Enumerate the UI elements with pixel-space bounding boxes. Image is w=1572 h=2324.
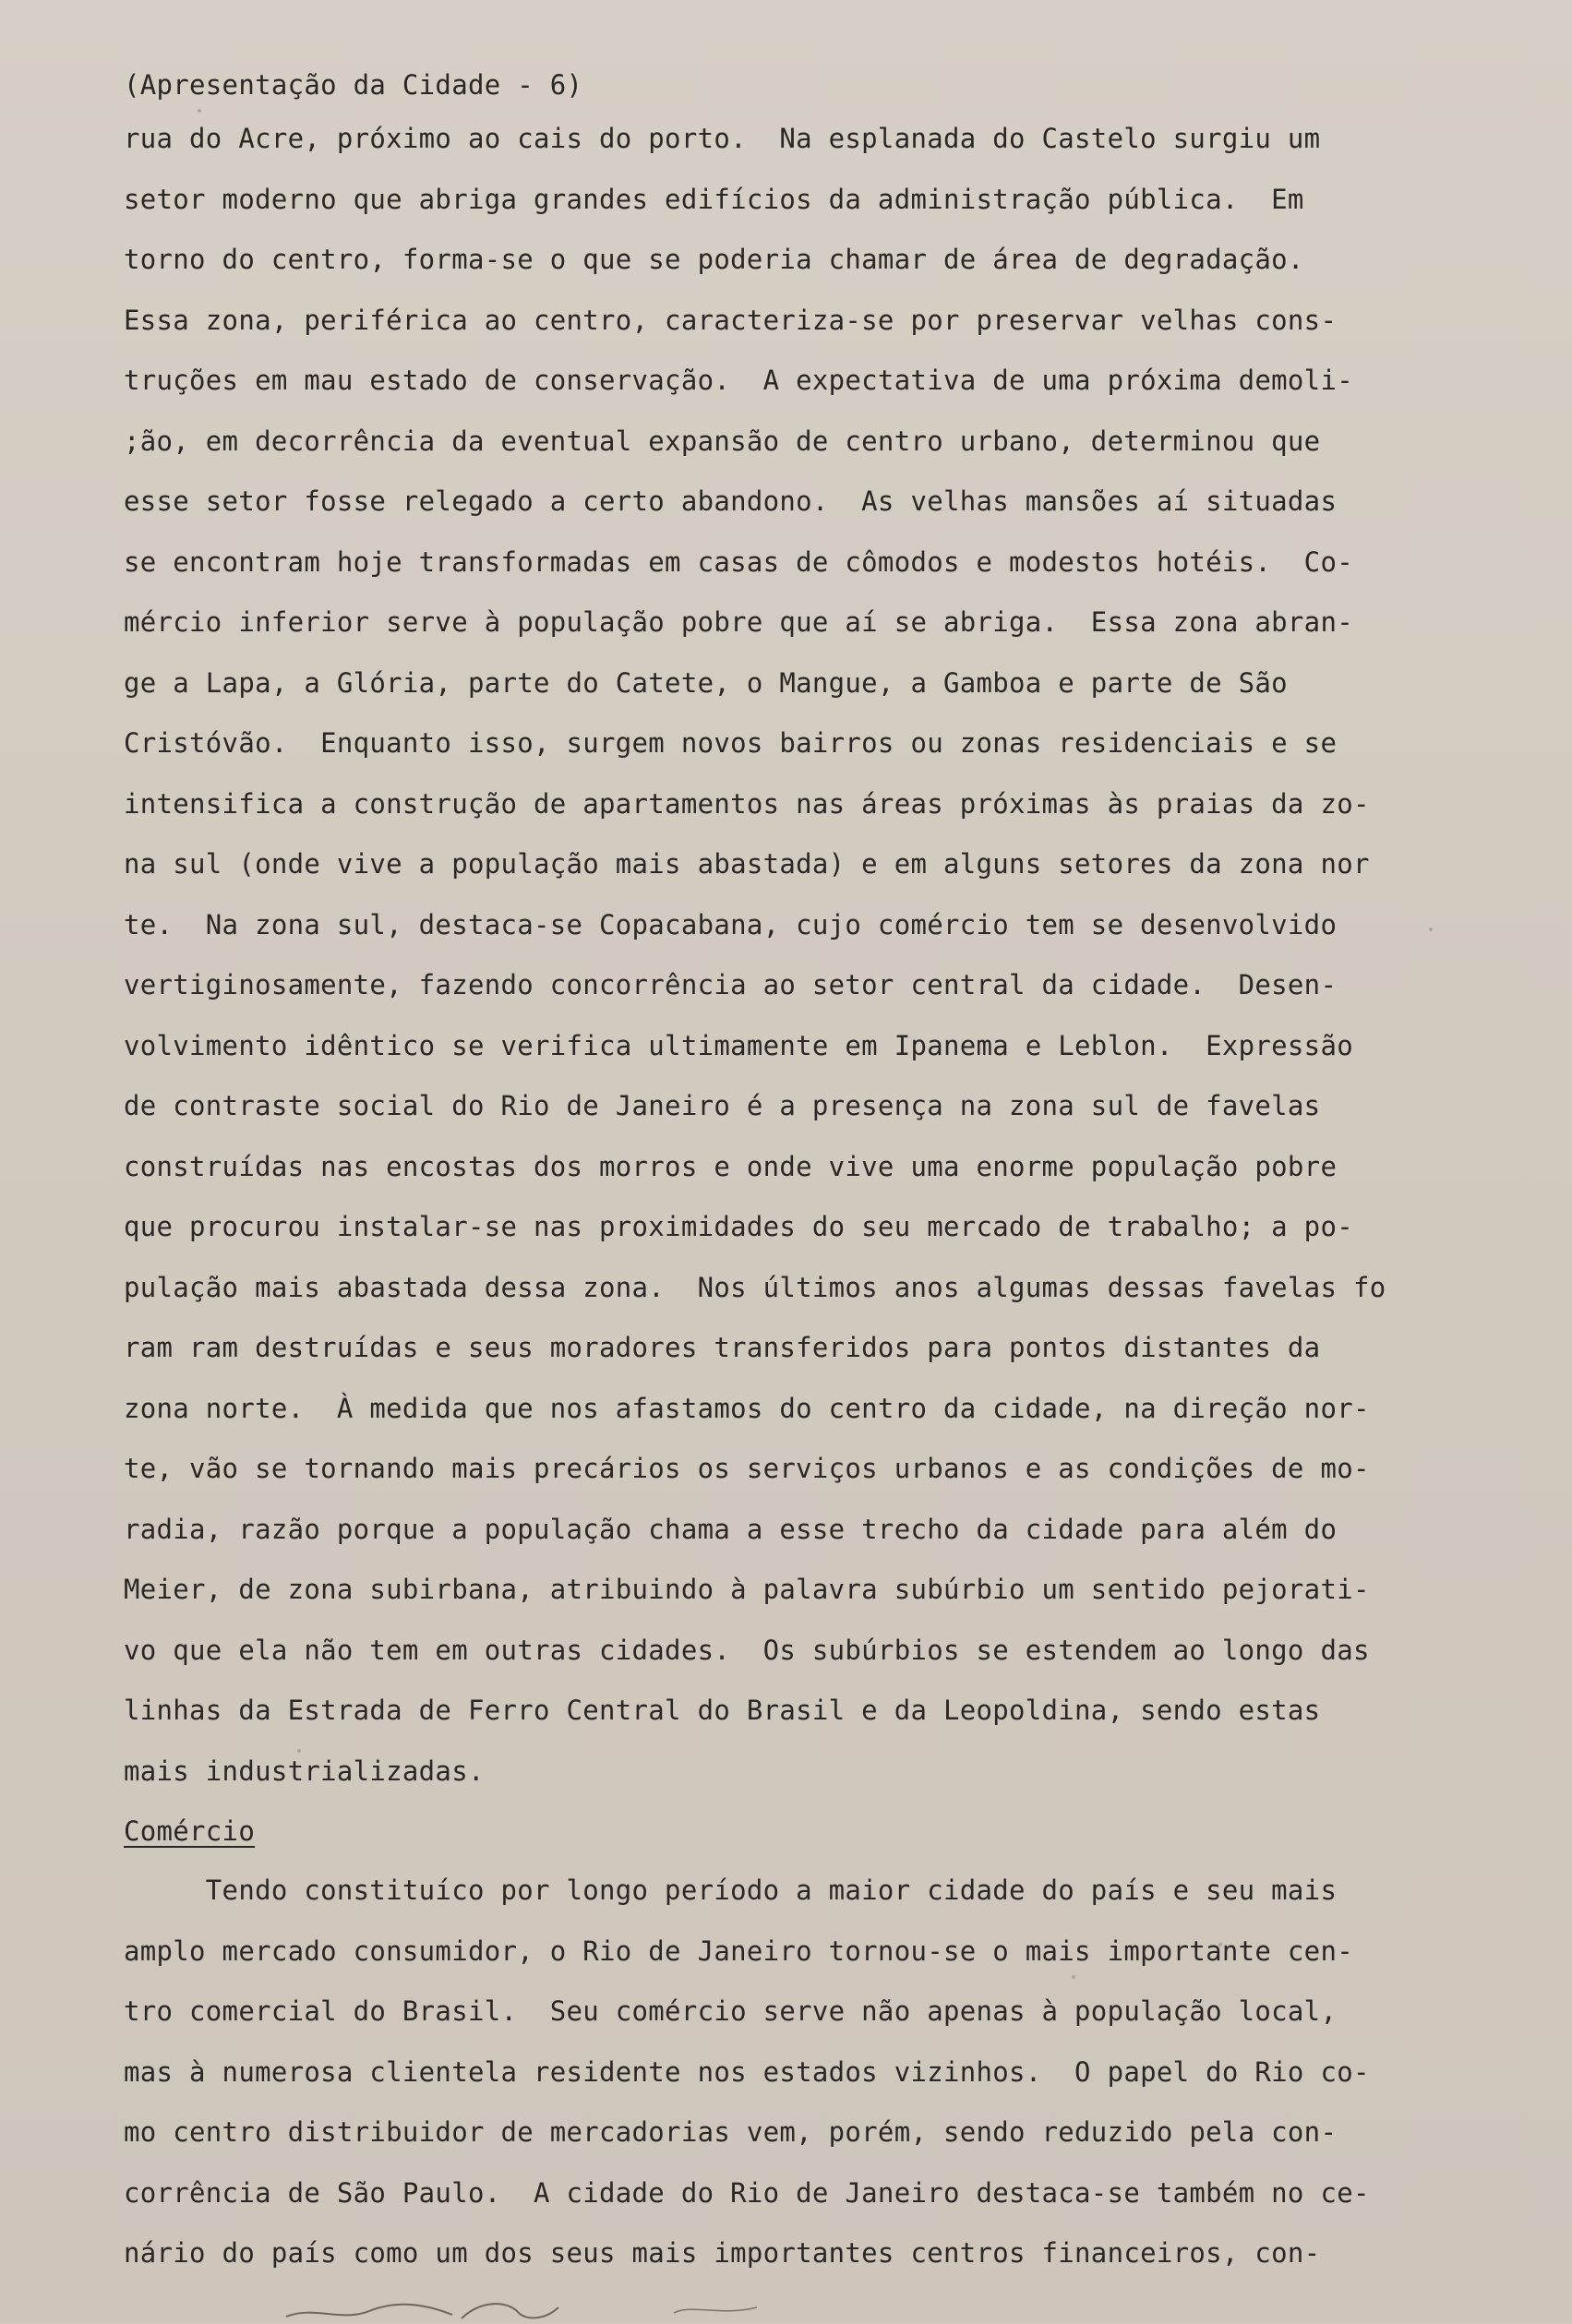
text-line: mércio inferior serve à população pobre que aí se abriga. Essa zona abran- — [124, 606, 1353, 638]
text-line: linhas da Estrada de Ferro Central do Brasil e da Leopoldina, sendo estas — [124, 1695, 1321, 1726]
text-line: Tendo constituíco por longo período a maior cidade do país e seu mais — [124, 1875, 1338, 1906]
text-line: radia, razão porque a população chama a esse trecho da cidade para além do — [124, 1513, 1338, 1545]
text-line: intensifica a construção de apartamentos nas áreas próximas às praias da zo- — [124, 787, 1370, 820]
text-line: Meier, de zona subirbana, atribuindo à palavra subúrbio um sentido pejorati- — [124, 1574, 1370, 1605]
document-body — [124, 61, 1527, 2284]
text-line: torno do centro, forma-se o que se poderia chamar de área de degradação. — [124, 244, 1304, 275]
text-line: volvimento idêntico se verifica ultimamente em Ipanema e Leblon. Expressão — [124, 1029, 1353, 1061]
text-line: ram ram destruídas e seus moradores transferidos para pontos distantes da — [124, 1332, 1321, 1363]
text-line: tro comercial do Brasil. Seu comércio serve não apenas à população local, — [124, 1995, 1338, 2027]
page-header: (Apresentação da Cidade - 6) — [124, 69, 583, 101]
section-title: Comércio — [124, 1815, 256, 1847]
text-line: se encontram hoje transformadas em casas de cômodos e modestos hotéis. Co- — [124, 545, 1353, 578]
text-line: Essa zona, periférica ao centro, caracteriza-se por preservar velhas cons- — [124, 304, 1338, 336]
handwritten-mark — [277, 2296, 831, 2324]
text-line: de contraste social do Rio de Janeiro é a presença na zona sul de favelas — [124, 1090, 1321, 1121]
text-line: setor moderno que abriga grandes edifícios da administração pública. Em — [124, 183, 1304, 215]
text-line: vertiginosamente, fazendo concorrência ao setor central da cidade. Desen- — [124, 969, 1338, 1000]
text-line: pulação mais abastada dessa zona. Nos últimos anos algumas dessas favelas fo — [124, 1271, 1386, 1303]
text-line: te, vão se tornando mais precários os serviços urbanos e as condições de mo- — [124, 1453, 1370, 1484]
text-line: vo que ela não tem em outras cidades. Os subúrbios se estendem ao longo das — [124, 1634, 1370, 1666]
text-line: construídas nas encostas dos morros e onde vive uma enorme população pobre — [124, 1150, 1338, 1182]
text-line: amplo mercado consumidor, o Rio de Janeiro tornou-se o mais importante cen- — [124, 1935, 1353, 1967]
text-line: ge a Lapa, a Glória, parte do Catete, o Mangue, a Gamboa e parte de São — [124, 666, 1288, 699]
text-line: rua do Acre, próximo ao cais do porto. Na esplanada do Castelo surgiu um — [124, 123, 1321, 154]
text-line: nário do país como um dos seus mais importantes centros financeiros, con- — [124, 2237, 1321, 2269]
paragraph-main-text — [124, 109, 1527, 1802]
paragraph-commerce-text — [124, 1861, 1527, 2284]
text-line: corrência de São Paulo. A cidade do Rio de Janeiro destaca-se também no ce- — [124, 2176, 1370, 2209]
text-line: te. Na zona sul, destaca-se Copacabana, cujo comércio tem se desenvolvido — [124, 908, 1338, 940]
text-line: mo centro distribuidor de mercadorias vem, porém, sendo reduzido pela con- — [124, 2116, 1338, 2148]
text-line: Cristóvão. Enquanto isso, surgem novos bairros ou zonas residenciais e se — [124, 727, 1338, 759]
text-line: na sul (onde vive a população mais abastada) e em alguns setores da zona nor — [124, 848, 1370, 880]
text-line: zona norte. À medida que nos afastamos do centro da cidade, na direção nor- — [124, 1392, 1370, 1424]
text-line: mas à numerosa clientela residente nos estados vizinhos. O papel do Rio co- — [124, 2055, 1370, 2088]
text-line: ;ão, em decorrência da eventual expansão de centro urbano, determinou que — [124, 425, 1321, 457]
text-line: mais industrializadas. — [124, 1755, 485, 1787]
text-line: truções em mau estado de conservação. A expectativa de uma próxima demoli- — [124, 365, 1353, 396]
text-line: que procurou instalar-se nas proximidades do seu mercado de trabalho; a po- — [124, 1211, 1353, 1242]
text-line: esse setor fosse relegado a certo abandono. As velhas mansões aí situadas — [124, 485, 1338, 517]
